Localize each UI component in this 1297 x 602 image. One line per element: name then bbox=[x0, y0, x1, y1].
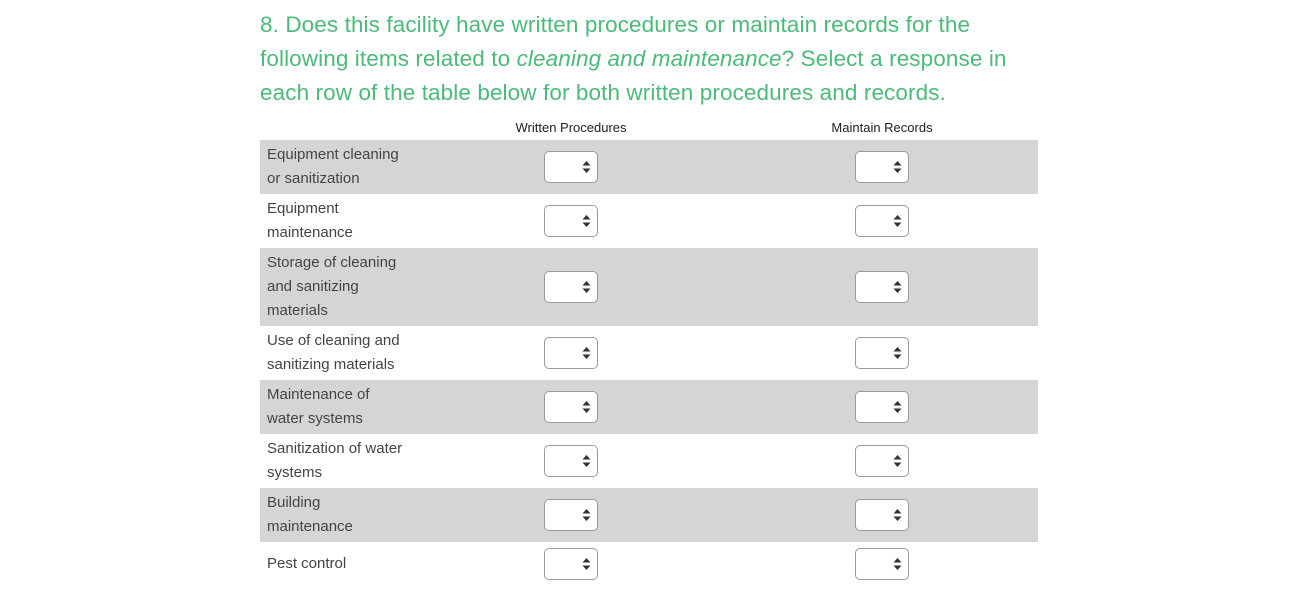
row-label-line: materials bbox=[267, 302, 328, 319]
select-arrows-icon bbox=[582, 508, 591, 522]
row-label-line: maintenance bbox=[267, 518, 353, 535]
maintain-records-select[interactable] bbox=[855, 205, 909, 237]
select-arrows-icon bbox=[893, 557, 902, 571]
select-arrows-icon bbox=[893, 214, 902, 228]
select-arrows-icon bbox=[582, 346, 591, 360]
maintain-records-select[interactable] bbox=[855, 271, 909, 303]
question-suffix: ? Select a response in each row of the table below for both written procedures and records. bbox=[260, 46, 1007, 105]
written-procedures-select[interactable] bbox=[544, 548, 598, 580]
select-arrows-icon bbox=[582, 454, 591, 468]
question-text bbox=[260, 8, 1050, 110]
row-label bbox=[260, 251, 420, 323]
maintain-records-select[interactable] bbox=[855, 499, 909, 531]
matrix-row bbox=[260, 248, 1038, 326]
row-label bbox=[260, 491, 420, 539]
matrix-row bbox=[260, 380, 1038, 434]
row-label-line: Maintenance of bbox=[267, 386, 370, 403]
written-procedures-select[interactable] bbox=[544, 445, 598, 477]
maintain-records-select[interactable] bbox=[855, 151, 909, 183]
select-arrows-icon bbox=[893, 346, 902, 360]
written-procedures-select[interactable] bbox=[544, 391, 598, 423]
row-label-line: Pest control bbox=[267, 555, 347, 572]
row-label-line: water systems bbox=[267, 410, 363, 427]
select-arrows-icon bbox=[582, 557, 591, 571]
response-matrix bbox=[260, 140, 1038, 586]
row-label-line: maintenance bbox=[267, 224, 353, 241]
written-procedures-select[interactable] bbox=[544, 499, 598, 531]
column-header-maintain-records: Maintain Records bbox=[831, 120, 933, 135]
matrix-row bbox=[260, 434, 1038, 488]
written-procedures-select[interactable] bbox=[544, 271, 598, 303]
row-label bbox=[260, 329, 420, 377]
row-label-line: Storage of cleaning bbox=[267, 254, 397, 271]
select-arrows-icon bbox=[893, 454, 902, 468]
matrix-row bbox=[260, 488, 1038, 542]
row-label bbox=[260, 143, 420, 191]
matrix-row bbox=[260, 542, 1038, 586]
matrix-row bbox=[260, 326, 1038, 380]
select-arrows-icon bbox=[893, 160, 902, 174]
maintain-records-select[interactable] bbox=[855, 445, 909, 477]
matrix-row bbox=[260, 140, 1038, 194]
row-label bbox=[260, 437, 420, 485]
row-label bbox=[260, 383, 420, 431]
question-emphasis: cleaning and maintenance bbox=[516, 46, 782, 71]
row-label-line: or sanitization bbox=[267, 170, 360, 187]
maintain-records-select[interactable] bbox=[855, 548, 909, 580]
question-prefix: 8. Does this facility have written procedures or maintain records for the following items related to bbox=[260, 12, 971, 71]
matrix-row bbox=[260, 194, 1038, 248]
written-procedures-select[interactable] bbox=[544, 151, 598, 183]
select-arrows-icon bbox=[582, 400, 591, 414]
select-arrows-icon bbox=[582, 160, 591, 174]
row-label-line: Building bbox=[267, 494, 321, 511]
row-label-line: Use of cleaning and bbox=[267, 332, 400, 349]
select-arrows-icon bbox=[893, 508, 902, 522]
row-label-line: and sanitizing bbox=[267, 278, 359, 295]
row-label bbox=[260, 197, 420, 245]
row-label-line: systems bbox=[267, 464, 323, 481]
select-arrows-icon bbox=[582, 280, 591, 294]
written-procedures-select[interactable] bbox=[544, 337, 598, 369]
maintain-records-select[interactable] bbox=[855, 391, 909, 423]
select-arrows-icon bbox=[582, 214, 591, 228]
row-label-line: Sanitization of water bbox=[267, 440, 403, 457]
column-header-written-procedures: Written Procedures bbox=[515, 120, 627, 135]
maintain-records-select[interactable] bbox=[855, 337, 909, 369]
row-label-line: Equipment cleaning bbox=[267, 146, 399, 163]
row-label-line: Equipment bbox=[267, 200, 339, 217]
select-arrows-icon bbox=[893, 280, 902, 294]
row-label-line: sanitizing materials bbox=[267, 356, 395, 373]
row-label bbox=[260, 552, 420, 576]
select-arrows-icon bbox=[893, 400, 902, 414]
written-procedures-select[interactable] bbox=[544, 205, 598, 237]
